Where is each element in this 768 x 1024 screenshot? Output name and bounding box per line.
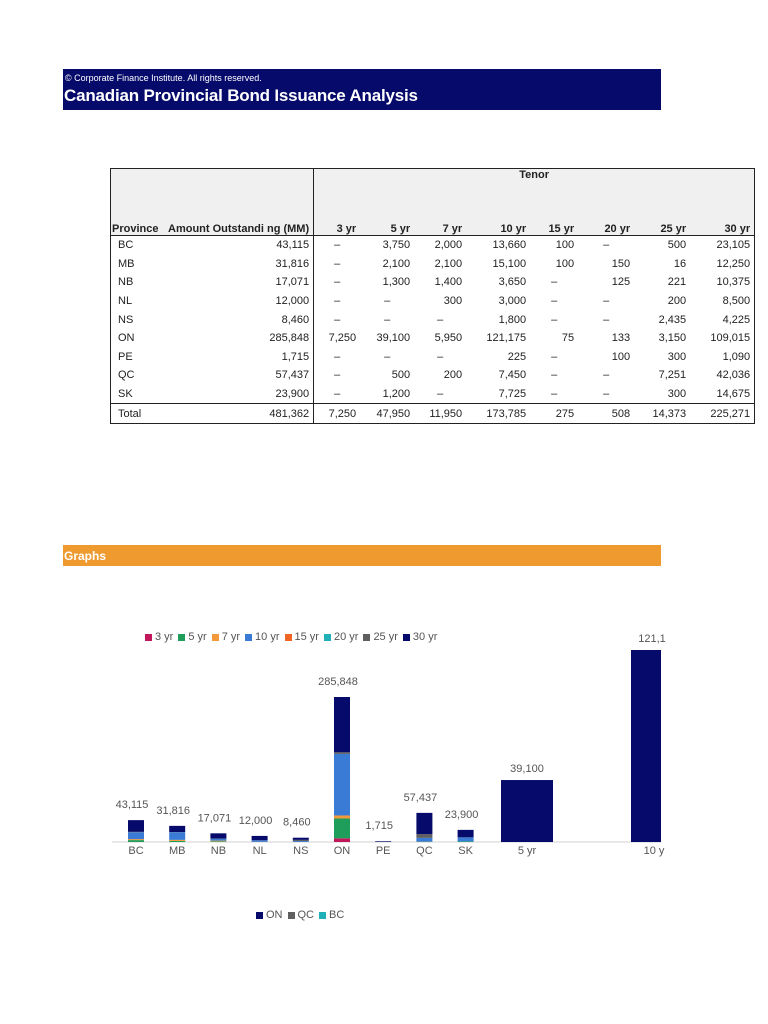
tenor-cell: –	[603, 388, 610, 401]
legend-label: ON	[266, 909, 283, 921]
x-tick-label: PE	[375, 845, 391, 857]
tenor-cell: –	[334, 369, 341, 382]
tenor-cell: 121,175	[486, 332, 527, 345]
x-tick-label: SK	[458, 845, 473, 857]
amount-cell: 43,115	[164, 236, 314, 255]
tenor-cell: 2,000	[434, 239, 463, 252]
legend-label: BC	[329, 909, 345, 921]
tenor-cell: 1,090	[690, 348, 755, 367]
bar-segment	[416, 834, 432, 838]
col-header-province: Province	[111, 169, 165, 236]
tenor-cell: 100	[611, 350, 631, 363]
tenor-cell: –	[551, 276, 558, 289]
bar-value-label: 39,100	[510, 763, 544, 776]
tenor-cell: 125	[611, 276, 631, 289]
bar-segment	[252, 836, 268, 840]
legend-swatch	[319, 912, 326, 919]
x-tick-label: ON	[333, 845, 351, 857]
tenor-cell: 4,225	[690, 310, 755, 329]
amount-cell: 8,460	[164, 310, 314, 329]
tenor-cell: 7,725	[498, 388, 527, 401]
x-tick-label: NB	[210, 845, 227, 857]
tenor-cell: 11,950	[414, 404, 466, 424]
tenor-cell: 1,400	[434, 276, 463, 289]
province-cell: NB	[111, 273, 165, 292]
x-tick-label: 10 y	[643, 845, 665, 857]
bar-segment	[293, 841, 309, 842]
province-cell: Total	[111, 404, 165, 424]
tenor-cell: 75	[561, 332, 575, 345]
tenor-cell: 23,105	[690, 236, 755, 255]
tenor-cell: 300	[443, 295, 463, 308]
bar-segment	[169, 840, 185, 841]
tenor-cell: 7,250	[328, 332, 357, 345]
legend-item	[288, 909, 315, 921]
amount-cell: 23,900	[164, 385, 314, 404]
bar-segment	[334, 752, 350, 754]
bar-total-label: 12,000	[238, 814, 273, 827]
bar-total-label: 17,071	[197, 812, 232, 825]
province-cell: NS	[111, 310, 165, 329]
tenor-group-header: Tenor	[314, 169, 755, 200]
legend-item	[319, 909, 344, 921]
legend-label: 5 yr	[188, 631, 207, 643]
page-title: Canadian Provincial Bond Issuance Analysis	[64, 86, 418, 105]
bar-segment	[210, 833, 226, 838]
col-header-tenor: 7 yr	[414, 199, 466, 236]
tenor-cell: 173,785	[466, 404, 530, 424]
bar-segment	[293, 838, 309, 840]
col-header-tenor: 20 yr	[578, 199, 634, 236]
amount-cell: 57,437	[164, 366, 314, 385]
province-cell: NL	[111, 292, 165, 311]
bar-segment	[334, 818, 350, 838]
legend-label: 10 yr	[255, 631, 280, 643]
bar-segment	[334, 697, 350, 752]
x-tick-label: 5 yr	[517, 845, 537, 857]
col-header-tenor: 5 yr	[360, 199, 414, 236]
tenor-cell: 8,500	[690, 292, 755, 311]
tenor-cell: 109,015	[690, 329, 755, 348]
tenor-cell: 500	[667, 239, 687, 252]
col-header-amount: Amount Outstandi ng (MM)	[164, 169, 314, 236]
tenor-cell: 1,300	[382, 276, 411, 289]
province-cell: ON	[111, 329, 165, 348]
tenor-cell: 2,435	[658, 313, 687, 326]
legend-swatch	[256, 912, 263, 919]
tenor-cell: 1,800	[498, 313, 527, 326]
tenor-cell: 39,100	[376, 332, 411, 345]
legend-label: 3 yr	[155, 631, 174, 643]
tenor-cell: 3,000	[498, 295, 527, 308]
tenor-cell: –	[551, 369, 558, 382]
bar-segment	[293, 840, 309, 841]
tenor-cell: 5,950	[434, 332, 463, 345]
legend-label: 15 yr	[294, 631, 319, 643]
province-cell: BC	[111, 236, 165, 255]
tenor-cell: –	[603, 239, 610, 252]
legend-label: 7 yr	[221, 631, 241, 643]
tenor-cell: –	[603, 369, 610, 382]
bar	[501, 780, 553, 842]
x-tick-label: NL	[252, 845, 267, 857]
col-header-tenor: 10 yr	[466, 199, 530, 236]
bar-total-label: 285,848	[318, 676, 358, 688]
tenor-cell: 300	[667, 388, 687, 401]
tenor-cell: –	[384, 295, 391, 308]
bar-segment	[210, 841, 226, 842]
tenor-cell: 14,373	[634, 404, 690, 424]
tenor-cell: –	[334, 239, 341, 252]
tenor-cell: 133	[611, 332, 631, 345]
amount-cell: 1,715	[164, 348, 314, 367]
bar-segment	[416, 813, 432, 834]
legend-swatch	[288, 912, 295, 919]
chart2-legend	[256, 909, 349, 921]
amount-cell: 17,071	[164, 273, 314, 292]
col-header-tenor: 25 yr	[634, 199, 690, 236]
col-header-tenor: 30 yr	[690, 199, 755, 236]
bar-segment	[169, 832, 185, 840]
x-tick-label: MB	[168, 845, 186, 857]
amount-cell: 481,362	[164, 404, 314, 424]
bar-segment	[458, 841, 474, 842]
legend-label: 30 yr	[412, 631, 438, 643]
tenor-cell: 2,100	[382, 257, 411, 270]
tenor-cell: 300	[667, 350, 687, 363]
bar-segment	[252, 840, 268, 842]
bar-segment	[458, 837, 474, 841]
tenor-cell: 2,100	[434, 257, 463, 270]
tenor-cell: 3,150	[658, 332, 687, 345]
bar-segment	[334, 815, 350, 818]
tenor-cell: –	[551, 388, 558, 401]
x-tick-label: BC	[128, 845, 144, 857]
bar-segment	[334, 838, 350, 842]
tenor-cell: 16	[673, 257, 687, 270]
tenor-cell: –	[334, 350, 341, 363]
bar-segment	[169, 841, 185, 842]
tenor-cell: –	[334, 295, 341, 308]
amount-cell: 31,816	[164, 255, 314, 274]
bar-segment	[128, 840, 144, 842]
bar-total-label: 31,816	[156, 804, 191, 817]
tenor-cell: 225,271	[690, 404, 755, 424]
tenor-cell: 3,650	[498, 276, 527, 289]
bar-segment	[128, 832, 144, 839]
bar-segment	[128, 820, 144, 832]
tenor-cell: 508	[578, 404, 634, 424]
province-cell: MB	[111, 255, 165, 274]
x-tick-label: NS	[293, 845, 309, 857]
tenor-cell: 47,950	[360, 404, 414, 424]
legend-label: 25 yr	[373, 631, 398, 643]
bar-segment	[334, 754, 350, 815]
copyright-text: © Corporate Finance Institute. All rights reserved.	[65, 73, 262, 83]
tenor-cell: 12,250	[690, 255, 755, 274]
bar-segment	[458, 830, 474, 837]
tenor-cell: 7,450	[498, 369, 527, 382]
tenor-cell: 100	[555, 257, 575, 270]
legend-label: 20 yr	[333, 631, 359, 643]
tenor-cell: –	[551, 350, 558, 363]
province-cell: PE	[111, 348, 165, 367]
province-cell: QC	[111, 366, 165, 385]
bar-total-label: 8,460	[283, 816, 311, 829]
bar-segment	[416, 838, 432, 842]
tenor-cell: 7,251	[658, 369, 687, 382]
tenor-cell: –	[437, 350, 444, 363]
tenor-cell: –	[334, 313, 341, 326]
x-tick-label: QC	[416, 845, 433, 857]
tenor-cell: 13,660	[492, 239, 527, 252]
bar-value-label: 121,1	[638, 633, 666, 645]
tenor-cell: 10,375	[690, 273, 755, 292]
bar-total-label: 1,715	[365, 820, 393, 833]
bar	[631, 650, 661, 842]
tenor-cell: 15,100	[492, 257, 527, 270]
tenor-cell: –	[603, 313, 610, 326]
bar-segment	[128, 839, 144, 840]
bar-total-label: 43,115	[115, 799, 149, 812]
legend-label: QC	[297, 909, 314, 921]
col-header-tenor: 15 yr	[530, 199, 578, 236]
tenor-cell: 200	[443, 369, 463, 382]
tenor-cell: –	[551, 295, 558, 308]
bar-segment	[210, 841, 226, 842]
bar-total-label: 23,900	[444, 808, 479, 821]
tenor-cell: –	[551, 313, 558, 326]
tenor-cell: 221	[667, 276, 687, 289]
bar-segment	[375, 841, 391, 842]
tenor-cell: –	[334, 257, 341, 270]
tenor-cell: 14,675	[690, 385, 755, 404]
tenor-cell: 42,036	[690, 366, 755, 385]
amount-cell: 285,848	[164, 329, 314, 348]
tenor-cell: –	[334, 276, 341, 289]
province-cell: SK	[111, 385, 165, 404]
tenor-cell: 3,750	[382, 239, 411, 252]
tenor-cell: –	[334, 388, 341, 401]
tenor-cell: 225	[507, 350, 527, 363]
tenor-cell: 275	[530, 404, 578, 424]
tenor-cell: –	[384, 350, 391, 363]
tenor-cell: –	[603, 295, 610, 308]
tenor-cell: 200	[667, 295, 687, 308]
tenor-cell: 500	[391, 369, 411, 382]
bar-segment	[169, 826, 185, 832]
amount-cell: 12,000	[164, 292, 314, 311]
tenor-cell: –	[437, 313, 444, 326]
tenor-cell: –	[437, 388, 444, 401]
graphs-label: Graphs	[64, 549, 107, 563]
tenor-cell: 100	[555, 239, 575, 252]
tenor-cell: 1,200	[382, 388, 411, 401]
col-header-tenor: 3 yr	[314, 199, 361, 236]
legend-item	[256, 909, 283, 921]
bar-segment	[210, 839, 226, 841]
tenor-cell: 150	[611, 257, 631, 270]
tenor-cell: –	[384, 313, 391, 326]
tenor-cell: 7,250	[314, 404, 361, 424]
bar-total-label: 57,437	[403, 791, 438, 804]
